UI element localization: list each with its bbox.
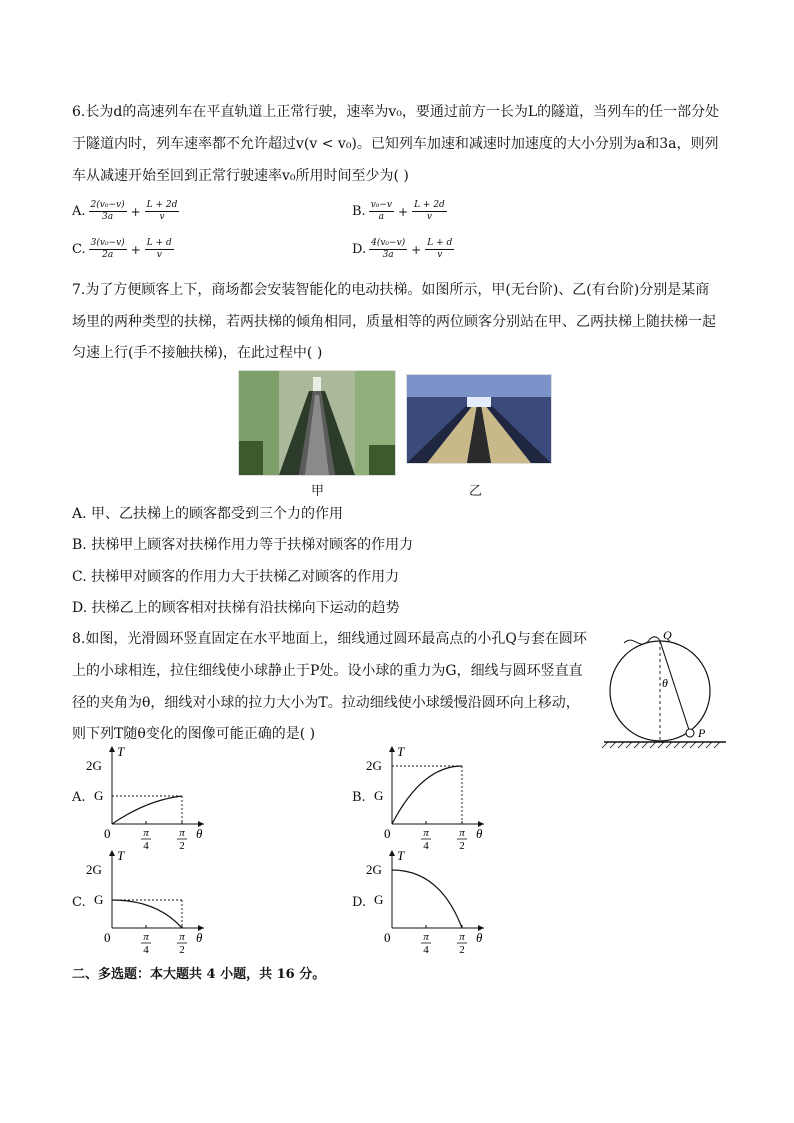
label-Q: Q: [663, 628, 672, 642]
tick-2G: 2G: [86, 862, 102, 877]
tick-pi4-num: π: [143, 931, 149, 943]
q7-line3: 匀速上行(手不接触扶梯)，在此过程中( ): [72, 345, 323, 361]
graph-d-label[interactable]: D.: [352, 895, 367, 910]
q7-line2: 场里的两种类型的扶梯，若两扶梯的倾角相同，质量相等的两位顾客分别站在甲、乙两扶梯上随扶梯一起: [72, 314, 716, 330]
q8-line3: 径的夹角为θ，细线对小球的拉力大小为T。拉动细线使小球缓慢沿圆环向上移动，: [72, 695, 580, 711]
caption-yi: 乙: [469, 484, 483, 499]
y-axis-label: T: [117, 744, 125, 759]
tick-pi4-den: 4: [143, 840, 149, 852]
label-P: P: [698, 726, 706, 740]
tick-origin: 0: [104, 826, 111, 841]
q6-option-c[interactable]: C. $\frac{\text{3(v₀−v)}}{2a}$ + $\frac{L + d}{v}$: [72, 238, 172, 260]
tick-pi4-num: π: [143, 827, 149, 839]
x-axis-label: θ: [196, 930, 203, 945]
q6-option-d[interactable]: D. $\frac{\text{4(v₀−v)}}{3a}$ + $\frac{L + d}{v}$: [352, 238, 453, 260]
q6-line1: 6.长为d的高速列车在平直轨道上正常行驶，速率为v₀，要通过前方一长为L的隧道，当列车的任一部分处: [72, 104, 720, 120]
section-multi-choice: 二、多选题：本大题共 4 小题，共 16 分。: [72, 967, 326, 982]
tick-2G: 2G: [366, 862, 382, 877]
tick-pi2-num: π: [179, 931, 185, 943]
curve-a: [112, 796, 182, 824]
q6-line2: 于隧道内时，列车速率都不允许超过v(v < v₀)。已知列车加速和减速时加速度的大小分别为a和3a，则列: [72, 136, 719, 152]
y-axis-label: T: [117, 848, 125, 863]
q7-option-b[interactable]: B. 扶梯甲上顾客对扶梯作用力等于扶梯对顾客的作用力: [72, 537, 414, 553]
graph-d: [364, 846, 494, 956]
graph-c-label[interactable]: C.: [72, 895, 86, 910]
escalator-jia-photo: [238, 370, 396, 476]
tick-2G: 2G: [366, 758, 382, 773]
tick-G: G: [94, 788, 104, 803]
q7-option-c[interactable]: C. 扶梯甲对顾客的作用力大于扶梯乙对顾客的作用力: [72, 569, 400, 585]
q8-line1: 8.如图，光滑圆环竖直固定在水平地面上，细线通过圆环最高点的小孔Q与套在圆环: [72, 631, 587, 647]
tick-G: G: [374, 788, 384, 803]
q6-line3: 车从减速开始至回到正常行驶速率v₀所用时间至少为( ): [72, 168, 409, 184]
label-theta: θ: [662, 676, 668, 690]
q8-line4: 则下列T随θ变化的图像可能正确的是( ): [72, 726, 316, 742]
tick-pi4-den: 4: [143, 944, 149, 956]
tick-pi2-den: 2: [179, 840, 185, 852]
tick-pi4-den: 4: [423, 944, 429, 956]
tick-pi2-num: π: [459, 827, 465, 839]
tick-G: G: [94, 892, 104, 907]
tick-pi2-den: 2: [179, 944, 185, 956]
graph-b-label[interactable]: B.: [352, 790, 366, 805]
x-axis-label: θ: [476, 826, 483, 841]
tick-pi2-num: π: [459, 931, 465, 943]
tick-pi2-den: 2: [459, 840, 465, 852]
tick-pi4-num: π: [423, 931, 429, 943]
y-arrow: [389, 746, 395, 752]
q7-line1: 7.为了方便顾客上下，商场都会安装智能化的电动扶梯。如图所示，甲(无台阶)、乙(有台阶)分别是某商: [72, 282, 710, 298]
y-arrow: [109, 850, 115, 856]
y-axis-label: T: [397, 848, 405, 863]
curve-b: [392, 766, 462, 824]
tick-origin: 0: [384, 930, 391, 945]
tick-pi4-den: 4: [423, 840, 429, 852]
y-axis-label: T: [397, 744, 405, 759]
ring-diagram: [600, 625, 730, 750]
q6-option-b[interactable]: B. $\frac{\text{v₀−v}}{a}$ + $\frac{L + 2d}{v}$: [352, 200, 445, 222]
escalator-yi-photo: [406, 374, 552, 464]
tick-pi2-num: π: [179, 827, 185, 839]
graph-a: [84, 742, 214, 852]
tick-pi4-num: π: [423, 827, 429, 839]
tick-origin: 0: [384, 826, 391, 841]
graph-c: [84, 846, 214, 956]
q7-option-d[interactable]: D. 扶梯乙上的顾客相对扶梯有沿扶梯向下运动的趋势: [72, 600, 400, 616]
tick-origin: 0: [104, 930, 111, 945]
q7-option-a[interactable]: A. 甲、乙扶梯上的顾客都受到三个力的作用: [72, 506, 344, 522]
graph-b: [364, 742, 494, 852]
q6-option-a[interactable]: A. $\frac{\text{2(v₀−v)}}{3a}$ + $\frac{L + 2d}{v}$: [72, 200, 178, 222]
x-axis-label: θ: [476, 930, 483, 945]
curve-d: [392, 870, 462, 928]
caption-jia: 甲: [311, 484, 325, 499]
y-arrow: [389, 850, 395, 856]
y-arrow: [109, 746, 115, 752]
graph-a-label[interactable]: A.: [72, 790, 86, 805]
q8-line2: 上的小球相连，拉住细线使小球静止于P处。设小球的重力为G，细线与圆环竖直直: [72, 663, 583, 679]
curve-c: [112, 900, 182, 928]
tick-G: G: [374, 892, 384, 907]
x-axis-label: θ: [196, 826, 203, 841]
tick-pi2-den: 2: [459, 944, 465, 956]
tick-2G: 2G: [86, 758, 102, 773]
